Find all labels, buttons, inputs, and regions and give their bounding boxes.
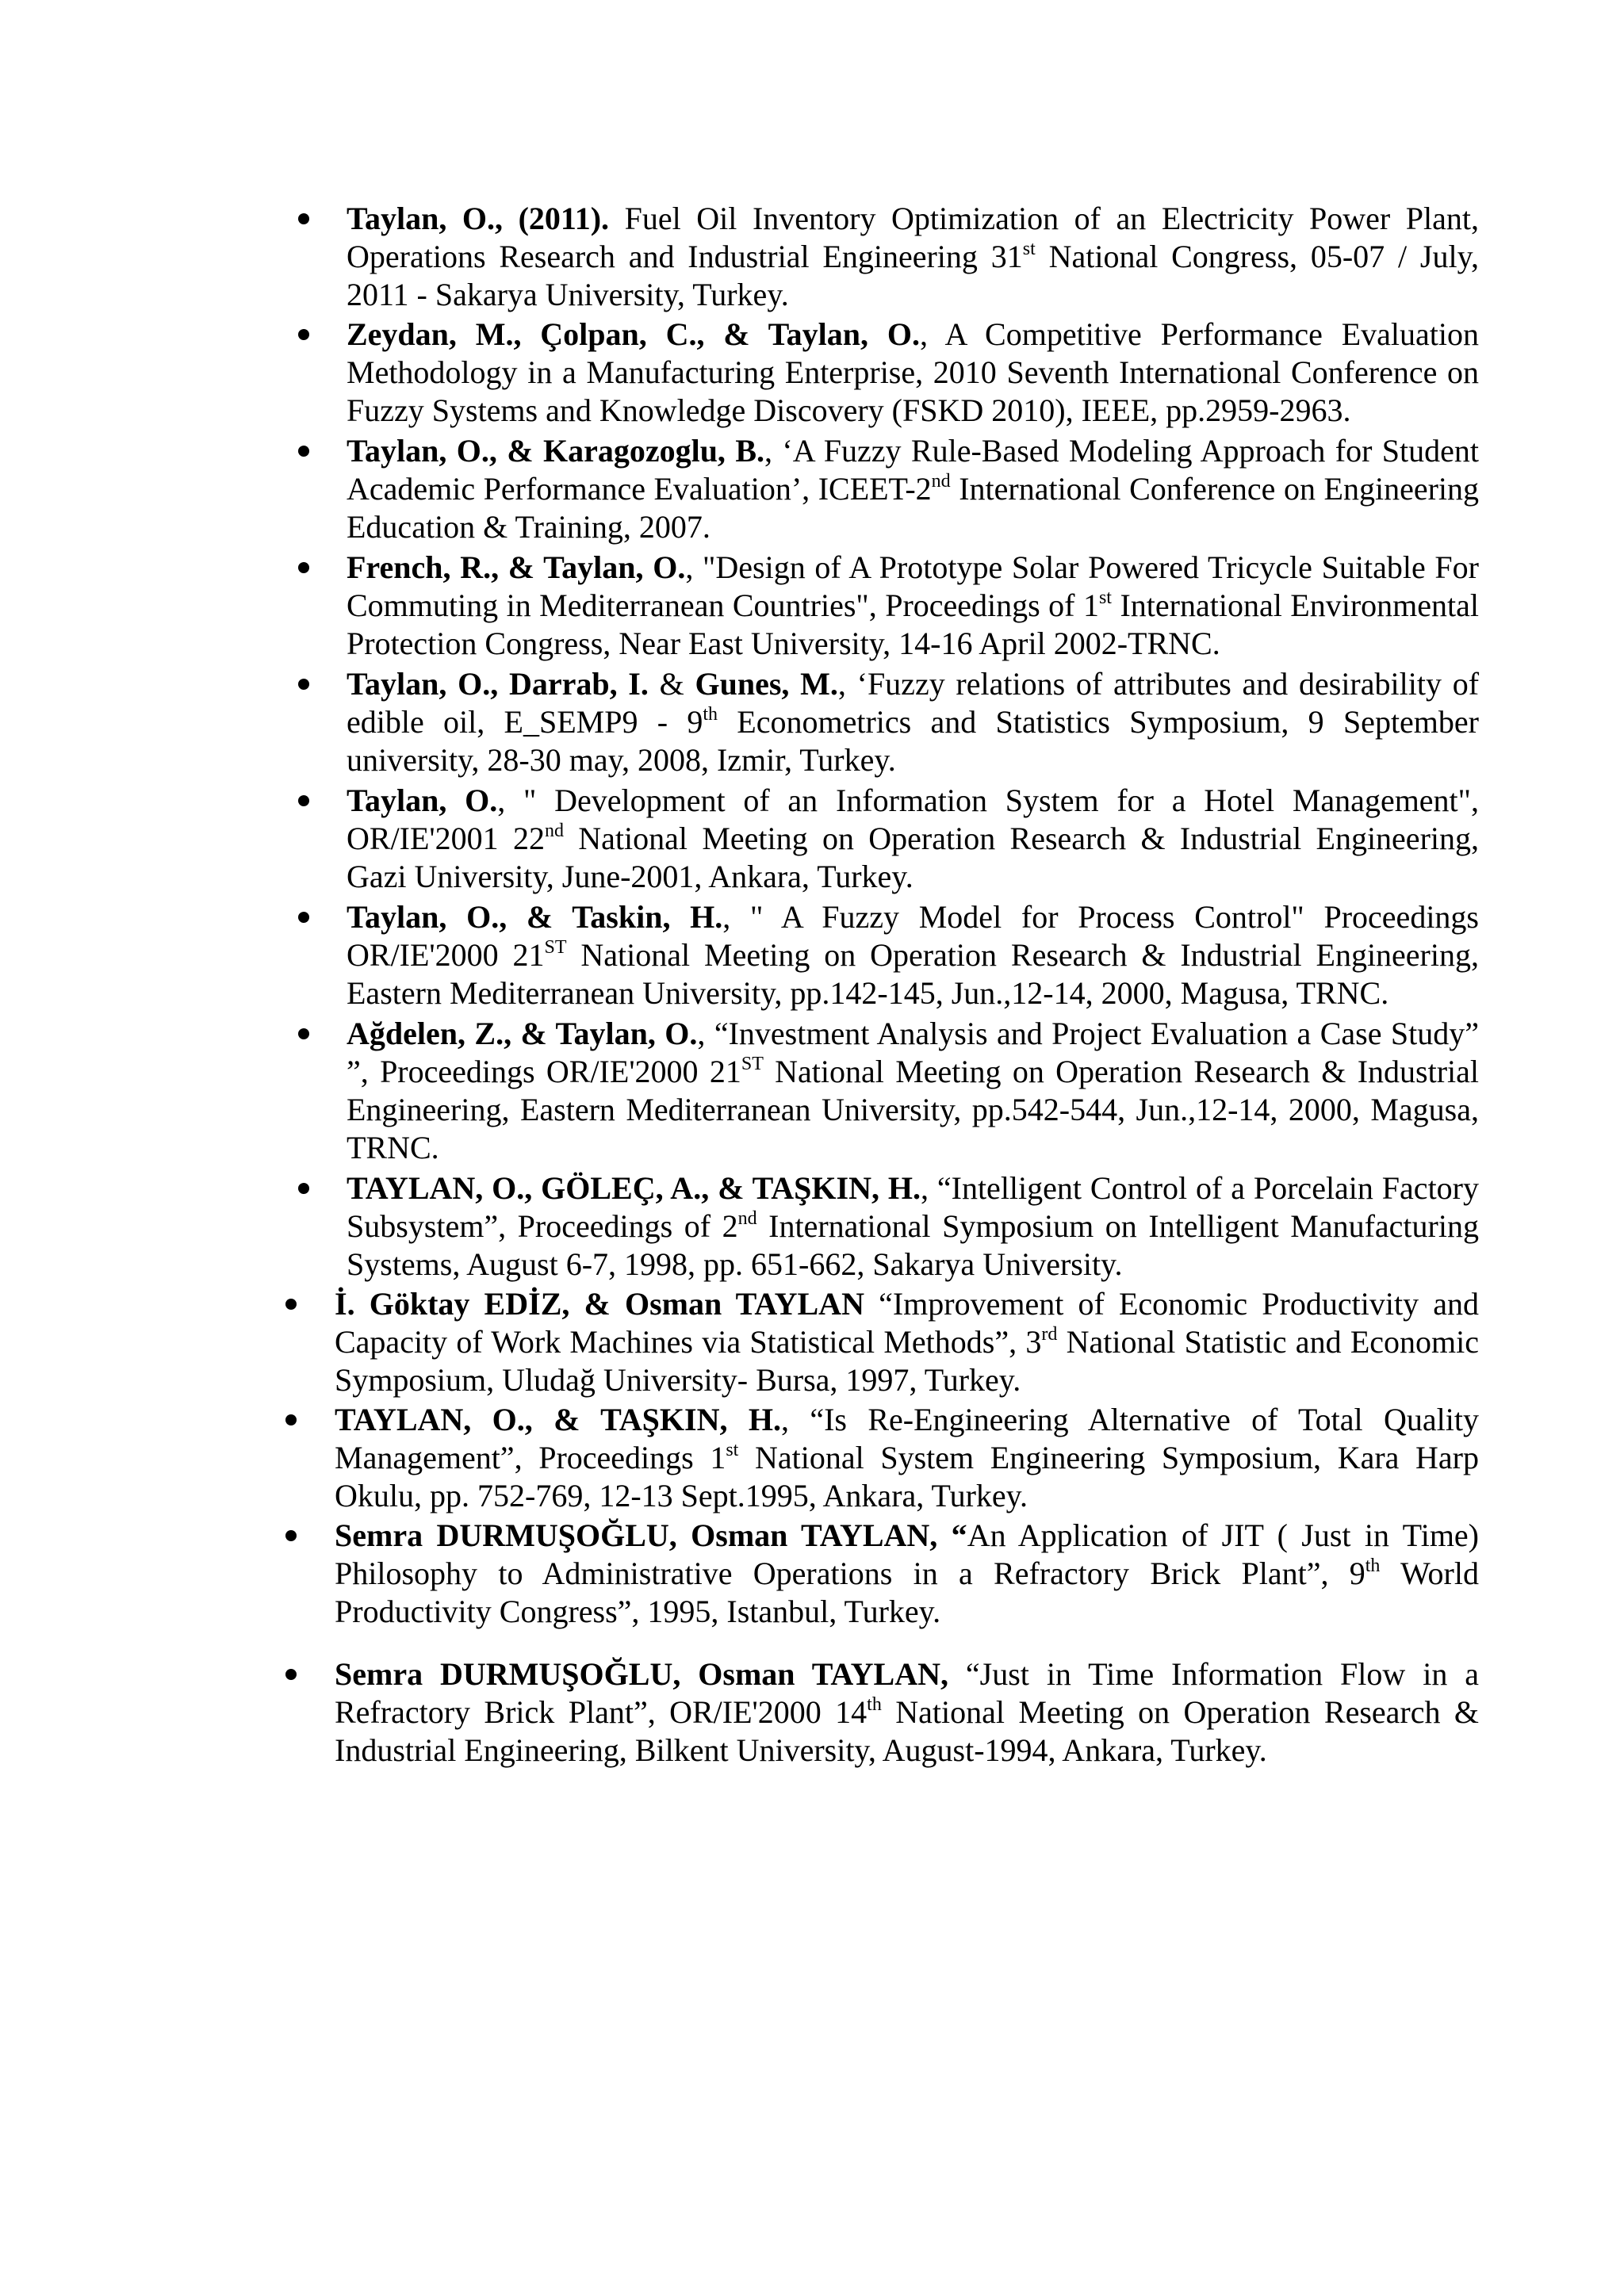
reference-text: [347, 782, 1479, 896]
bullet-icon: [298, 213, 309, 224]
bullet-icon: [298, 446, 309, 457]
reference-details: “Just in Time Information Flow in a Refractory Brick Plant”, OR/IE'2000 14: [335, 1656, 1479, 1730]
bullet-icon: [285, 1530, 297, 1541]
ordinal-suffix: nd: [544, 821, 564, 841]
bullet-icon: [285, 1299, 297, 1310]
reference-details: “Improvement of Economic Productivity and Capacity of Work Machines via Statistical Methods”, 3: [335, 1286, 1479, 1360]
reference-details: , “Intelligent Control of a Porcelain Factory Subsystem”, Proceedings of 2: [347, 1170, 1479, 1244]
reference-authors: Semra DURMUŞOĞLU, Osman TAYLAN, “: [335, 1517, 967, 1553]
reference-item: [347, 898, 1479, 1012]
reference-authors: Zeydan, M., Çolpan, C., & Taylan, O.: [347, 316, 920, 352]
ordinal-suffix: st: [1022, 239, 1036, 259]
reference-details: National Statistic and Economic Symposium, Uludağ University- Bursa, 1997, Turkey.: [335, 1324, 1479, 1398]
reference-details: , “Investment Analysis and Project Evaluation a Case Study” ”, Proceedings OR/IE'2000 21: [347, 1016, 1479, 1089]
reference-details: , " A Fuzzy Model for Process Control" Proceedings OR/IE'2000 21: [347, 899, 1479, 973]
ordinal-suffix: st: [1098, 587, 1112, 608]
reference-authors: Taylan, O., & Karagozoglu, B.: [347, 433, 765, 469]
ordinal-suffix: th: [1365, 1556, 1381, 1576]
reference-details: Econometrics and Statistics Symposium, 9 September university, 28-30 may, 2008, Izmir, Turkey.: [347, 704, 1479, 778]
reference-authors: French, R., & Taylan, O.: [347, 549, 686, 585]
reference-text: [347, 898, 1479, 1012]
reference-item: [347, 782, 1479, 896]
reference-details: National Meeting on Operation Research & Industrial Engineering, Gazi University, June-2001, Ankara, Turkey.: [347, 821, 1479, 894]
reference-text: [347, 1015, 1479, 1167]
reference-item: [347, 549, 1479, 663]
reference-item: [347, 1169, 1479, 1284]
reference-details: International Environmental Protection Congress, Near East University, 14-16 April 2002-TRNC.: [347, 587, 1479, 661]
ordinal-suffix: ST: [544, 937, 567, 958]
reference-text: [347, 432, 1479, 546]
reference-item: [335, 1285, 1479, 1399]
reference-text: [335, 1401, 1479, 1515]
ordinal-suffix: ST: [741, 1054, 764, 1074]
reference-item: [335, 1517, 1479, 1631]
reference-details: International Conference on Engineering Education & Training, 2007.: [347, 471, 1480, 545]
bullet-icon: [298, 562, 309, 573]
reference-details: , ‘A Fuzzy Rule-Based Modeling Approach for Student Academic Performance Evaluation’, ICEET-2: [347, 433, 1480, 507]
bullet-icon: [298, 679, 309, 690]
reference-text: [347, 665, 1479, 779]
reference-details: National System Engineering Symposium, Kara Harp Okulu, pp. 752-769, 12-13 Sept.1995, Ankara, Turkey.: [335, 1440, 1479, 1513]
ordinal-suffix: th: [703, 704, 718, 725]
reference-details: An Application of JIT ( Just in Time) Philosophy to Administrative Operations in a Refractory Brick Plant”, 9: [335, 1517, 1480, 1591]
reference-details: , A Competitive Performance Evaluation Methodology in a Manufacturing Enterprise, 2010 Seventh International Conference on Fuzzy Systems and Knowledge Discovery (FSKD 2010), IEEE, pp.2959-2963.: [347, 316, 1480, 428]
bullet-icon: [298, 912, 309, 923]
ordinal-suffix: st: [726, 1440, 739, 1460]
reference-details: National Meeting on Operation Research & Industrial Engineering, Eastern Mediterranean University, pp.542-544, Jun.,12-14, 2000, Magusa, TRNC.: [347, 1054, 1479, 1165]
reference-text: [347, 316, 1479, 430]
reference-details: National Meeting on Operation Research & Industrial Engineering, Bilkent University, August-1994, Ankara, Turkey.: [335, 1694, 1479, 1768]
reference-item: [347, 665, 1479, 779]
reference-authors: İ. Göktay EDİZ, & Osman TAYLAN: [335, 1286, 864, 1322]
reference-text: [347, 1169, 1479, 1284]
bullet-icon: [285, 1414, 297, 1425]
reference-item: [347, 316, 1479, 430]
reference-text: [335, 1655, 1479, 1770]
reference-authors: TAYLAN, O., GÖLEÇ, A., & TAŞKIN, H.: [347, 1170, 921, 1206]
reference-details: Fuel Oil Inventory Optimization of an Electricity Power Plant, Operations Research and Industrial Engineering 31: [347, 201, 1479, 274]
ordinal-suffix: th: [867, 1694, 882, 1715]
reference-details: World Productivity Congress”, 1995, Istanbul, Turkey.: [335, 1556, 1479, 1629]
reference-text: [347, 200, 1479, 314]
bullet-icon: [298, 1183, 309, 1194]
reference-authors: Taylan, O., & Taskin, H.: [347, 899, 723, 935]
reference-item: [335, 1655, 1479, 1770]
reference-details: International Symposium on Intelligent Manufacturing Systems, August 6-7, 1998, pp. 651-662, Sakarya University.: [347, 1208, 1479, 1282]
reference-item: [347, 432, 1479, 546]
reference-details: , " Development of an Information System for a Hotel Management", OR/IE'2001 22: [347, 783, 1480, 856]
bullet-icon: [298, 1028, 309, 1039]
reference-details: National Meeting on Operation Research & Industrial Engineering, Eastern Mediterranean University, pp.142-145, Jun.,12-14, 2000, Magusa, TRNC.: [347, 937, 1479, 1011]
ordinal-suffix: rd: [1041, 1324, 1058, 1345]
reference-authors: Taylan, O., (2011).: [347, 201, 610, 236]
reference-item: [347, 1015, 1479, 1167]
ordinal-suffix: nd: [931, 471, 951, 492]
ordinal-suffix: nd: [737, 1208, 757, 1229]
reference-item: [347, 200, 1479, 314]
reference-item: [335, 1401, 1479, 1515]
bullet-icon: [298, 329, 309, 340]
reference-text: [347, 549, 1479, 663]
reference-text: [335, 1517, 1479, 1631]
reference-details: , “Is Re-Engineering Alternative of Total Quality Management”, Proceedings 1: [335, 1402, 1480, 1475]
reference-authors: TAYLAN, O., & TAŞKIN, H.: [335, 1402, 781, 1437]
reference-details: , ‘Fuzzy relations of attributes and desirability of edible oil, E_SEMP9 - 9: [347, 666, 1480, 740]
reference-authors: Ağdelen, Z., & Taylan, O.: [347, 1016, 698, 1051]
bullet-icon: [285, 1669, 297, 1680]
reference-authors: Semra DURMUŞOĞLU, Osman TAYLAN,: [335, 1656, 948, 1692]
reference-details: , "Design of A Prototype Solar Powered Tricycle Suitable For Commuting in Mediterranean Countries", Proceedings of 1: [347, 549, 1479, 623]
reference-authors: Gunes, M.: [695, 666, 838, 702]
reference-details: National Congress, 05-07 / July, 2011 - Sakarya University, Turkey.: [347, 239, 1479, 312]
reference-text: [335, 1285, 1479, 1399]
reference-authors: Taylan, O., Darrab, I.: [347, 666, 649, 702]
bullet-icon: [298, 795, 309, 806]
reference-details: &: [648, 666, 695, 702]
reference-authors: Taylan, O.: [347, 783, 498, 818]
